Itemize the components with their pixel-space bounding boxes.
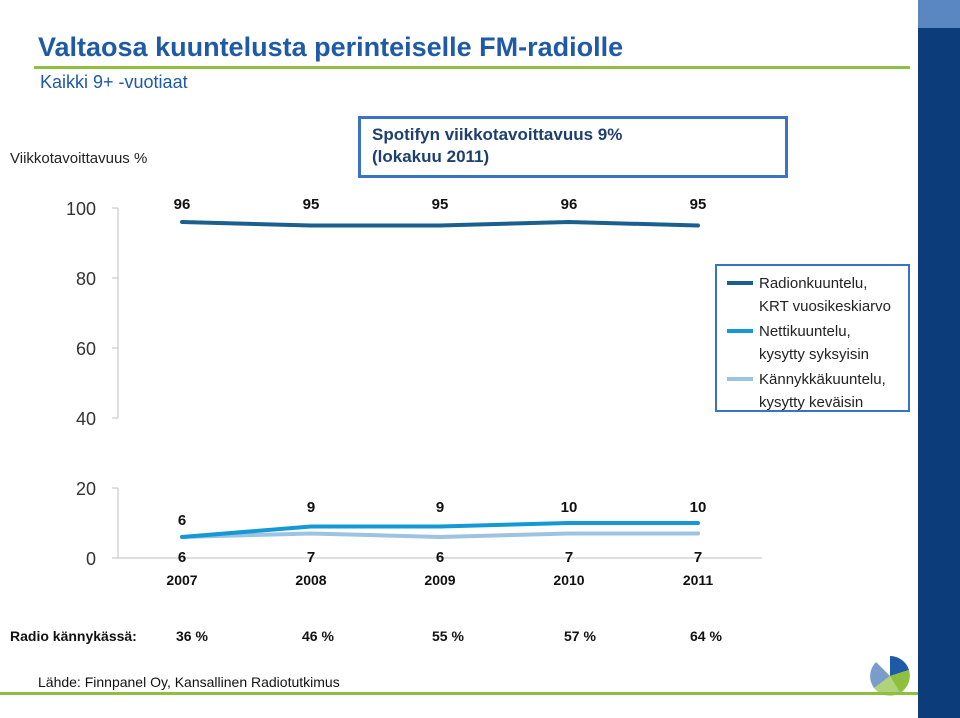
x-tick-label: 2010	[553, 572, 585, 588]
data-label: 9	[435, 499, 445, 516]
data-label: 6	[435, 549, 445, 566]
page-title: Valtaosa kuuntelusta perinteiselle FM-radiolle	[38, 32, 624, 62]
decorative-side-bar	[918, 0, 960, 718]
radio-phone-value: 36 %	[176, 628, 208, 644]
y-tick-label: 0	[85, 549, 96, 569]
data-label: 6	[177, 512, 187, 529]
y-axis-title: Viikkotavoittavuus %	[10, 150, 148, 167]
decorative-side-bar-top	[918, 0, 960, 28]
footer-divider	[0, 692, 918, 695]
y-tick-label: 80	[75, 269, 96, 289]
data-label: 95	[302, 196, 320, 213]
source-note: Lähde: Finnpanel Oy, Kansallinen Radiotutkimus	[38, 674, 340, 690]
radio-phone-label: Radio kännykässä:	[10, 628, 137, 644]
data-label: 10	[689, 499, 707, 516]
data-label: 95	[431, 196, 449, 213]
radio-phone-value: 55 %	[432, 628, 464, 644]
series-line	[182, 534, 698, 538]
x-tick-label: 2009	[424, 572, 456, 588]
y-tick-label: 40	[75, 409, 96, 429]
data-label: 7	[306, 549, 316, 566]
data-label: 96	[560, 196, 578, 213]
chart-legend	[715, 264, 910, 412]
legend-swatch	[727, 329, 753, 333]
series-line	[182, 222, 698, 226]
y-tick-label: 100	[65, 199, 96, 219]
x-tick-label: 2011	[682, 572, 714, 588]
legend-swatch	[727, 377, 753, 381]
callout-line-1: Spotifyn viikkotavoittavuus 9%	[372, 125, 623, 144]
x-tick-label: 2008	[295, 572, 327, 588]
legend-label: Radionkuuntelu, KRT vuosikeskiarvo	[759, 275, 891, 315]
data-label: 95	[689, 196, 707, 213]
legend-swatch	[727, 281, 753, 285]
data-label: 7	[693, 549, 703, 566]
data-label: 10	[560, 499, 578, 516]
y-tick-label: 20	[75, 479, 96, 499]
y-tick-label: 60	[75, 339, 96, 359]
page-subtitle: Kaikki 9+ -vuotiaat	[40, 72, 188, 92]
data-label: 96	[173, 196, 191, 213]
logo-icon	[866, 652, 914, 700]
radio-phone-value: 64 %	[690, 628, 722, 644]
x-tick-label: 2007	[166, 572, 198, 588]
radio-phone-value: 57 %	[564, 628, 596, 644]
legend-label: Kännykkäkuuntelu, kysytty keväisin	[759, 371, 886, 411]
data-label: 9	[306, 499, 316, 516]
legend-label: Nettikuuntelu, kysytty syksyisin	[759, 323, 870, 363]
callout-line-2: (lokakuu 2011)	[372, 147, 490, 166]
data-label: 6	[177, 549, 187, 566]
data-label: 7	[564, 549, 574, 566]
radio-phone-value: 46 %	[302, 628, 334, 644]
